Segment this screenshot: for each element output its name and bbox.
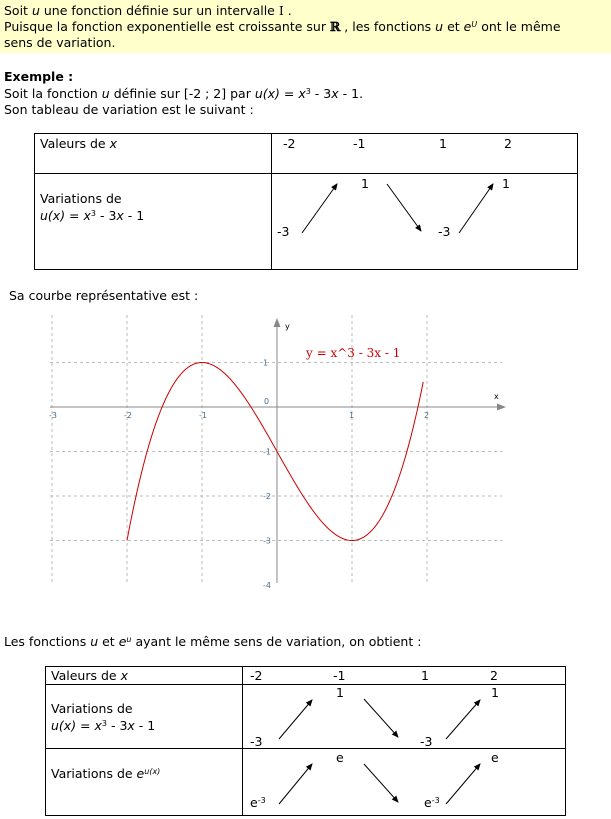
table1-row-label-1: Variations de	[40, 191, 122, 206]
table2-row1-label-1: Variations de	[51, 701, 133, 716]
table1-row-label-2: $u(x) = x^3 - 3x - 1$	[40, 208, 145, 223]
table2-row2-label: Variations de $e^{u(x)}$	[51, 766, 161, 781]
intro-line-3: sens de variation.	[4, 35, 116, 50]
x-axis-label: x	[494, 392, 499, 401]
table2-row2-value: e	[336, 750, 344, 765]
table2-row2-value: $e^{-3}$	[250, 795, 266, 810]
x-tick-label: -1	[199, 411, 207, 420]
table1-value: 1	[502, 176, 510, 191]
table1-x-value: -2	[283, 136, 296, 151]
example-line-2: Son tableau de variation est le suivant :	[4, 102, 254, 117]
arrow-up-icon	[302, 184, 337, 233]
x-tick-label: -2	[124, 411, 132, 420]
table2-x-value: -1	[333, 668, 346, 683]
table1-x-value: 1	[439, 136, 447, 151]
function-graph	[40, 315, 520, 590]
table2-row2-value: e	[491, 750, 499, 765]
arrow-down-icon	[364, 699, 398, 737]
conclusion-text: Les fonctions u et $e^u$ ayant le même sens de variation, on obtient :	[4, 634, 422, 649]
curve-caption: Sa courbe représentative est :	[9, 288, 199, 303]
table2-header-label: Valeurs de x	[51, 668, 128, 683]
y-tick-label: -4	[263, 581, 271, 590]
intro-line-1: Soit u une fonction définie sur un intervalle I .	[4, 3, 292, 18]
example-title: Exemple :	[4, 69, 74, 84]
y-axis-arrow-icon	[274, 318, 281, 327]
arrow-up-icon	[446, 764, 480, 804]
arrow-down-icon	[387, 184, 421, 231]
table1-x-value: -1	[353, 136, 366, 151]
equation-label: y = x^3 - 3x - 1	[306, 346, 401, 360]
tick-labels	[49, 359, 429, 591]
table2-row1-value: -3	[420, 734, 433, 749]
x-tick-label: 0	[264, 397, 270, 406]
table1-value: -3	[438, 224, 451, 239]
intro-line-2: Puisque la fonction exponentielle est croissante sur ℝ , les fonctions u et $e^U$ ont le même	[4, 19, 561, 34]
axes	[50, 318, 506, 583]
table2-row1-value: 1	[491, 685, 499, 700]
x-tick-label: 2	[424, 411, 430, 420]
x-axis-arrow-icon	[497, 404, 506, 411]
x-tick-label: 1	[349, 411, 355, 420]
arrow-up-icon	[279, 700, 312, 739]
table2-row1-value: -3	[250, 734, 263, 749]
variation-table-1	[34, 133, 578, 270]
variation-table-2	[45, 666, 566, 816]
table1-value: -3	[277, 224, 290, 239]
arrow-up-icon	[459, 184, 493, 233]
arrow-up-icon	[279, 764, 312, 804]
table2-x-value: 1	[421, 668, 429, 683]
example-line-1: Soit la fonction u définie sur [-2 ; 2] par $u(x) = x^3 - 3x - 1$.	[4, 86, 364, 101]
y-tick-label: 1	[263, 358, 269, 368]
table2-row1-label-2: $u(x) = x^3 - 3x - 1$	[51, 718, 156, 733]
table1-arrows	[35, 134, 577, 269]
y-axis-label: y	[285, 322, 290, 331]
x-tick-label: -3	[49, 411, 57, 420]
y-tick-label: -2	[263, 492, 271, 501]
table2-x-value: 2	[490, 668, 498, 683]
y-tick-label: -3	[263, 536, 271, 546]
table1-x-value: 2	[504, 136, 512, 151]
intro-block	[0, 0, 611, 53]
table2-arrows	[46, 667, 565, 815]
table2-row1-value: 1	[336, 685, 344, 700]
table1-header-label: Valeurs de x	[40, 136, 117, 151]
arrow-down-icon	[364, 764, 398, 802]
table2-x-value: -2	[250, 668, 263, 683]
table1-value: 1	[361, 176, 369, 191]
y-tick-label: -1	[263, 447, 271, 457]
arrow-up-icon	[446, 700, 480, 739]
table2-row2-value: $e^{-3}$	[424, 795, 440, 810]
